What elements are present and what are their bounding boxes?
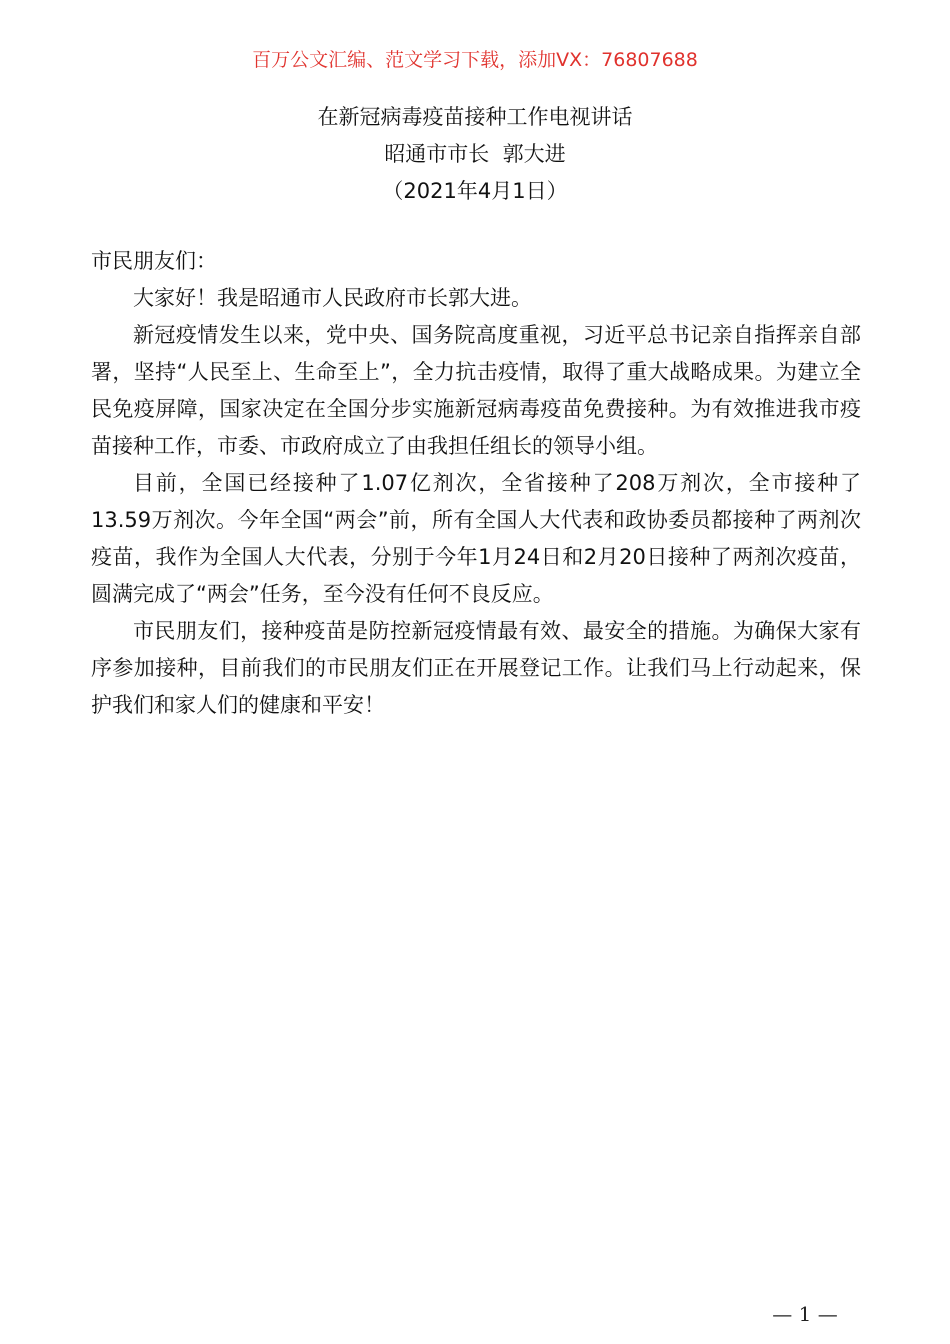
watermark-banner: 百万公文汇编、范文学习下载，添加VX：76807688: [252, 49, 698, 71]
paragraph: 新冠疫情发生以来，党中央、国务院高度重视，习近平总书记亲自指挥亲自部署，坚持“人民至上、生命至上”，全力抗击疫情，取得了重大战略成果。为建立全民免疫屏障，国家决定在全国分步实施新冠病毒疫苗免费接种。为有效推进我市疫苗接种工作，市委、市政府成立了由我担任组长的领导小组。: [91, 323, 861, 458]
page-number: — 1 —: [772, 1302, 838, 1326]
paragraph: 大家好！我是昭通市人民政府市长郭大进。: [133, 286, 532, 310]
salutation: 市民朋友们：: [91, 249, 217, 273]
document-title: 在新冠病毒疫苗接种工作电视讲话: [317, 105, 633, 129]
speech-body: [91, 243, 861, 724]
speaker-line: 昭通市市长 郭大进: [384, 142, 566, 166]
title-block: [0, 99, 950, 210]
paragraph: 目前，全国已经接种了1.07亿剂次，全省接种了208万剂次，全市接种了13.59万剂次。今年全国“两会”前，所有全国人大代表和政协委员都接种了两剂次疫苗，我作为全国人大代表，分别于今年1月24日和2月20日接种了两剂次疫苗，圆满完成了“两会”任务，至今没有任何不良反应。: [91, 471, 861, 606]
paragraph: 市民朋友们，接种疫苗是防控新冠疫情最有效、最安全的措施。为确保大家有序参加接种，目前我们的市民朋友们正在开展登记工作。让我们马上行动起来，保护我们和家人们的健康和平安！: [91, 619, 861, 717]
date-line: （2021年4月1日）: [382, 179, 568, 203]
